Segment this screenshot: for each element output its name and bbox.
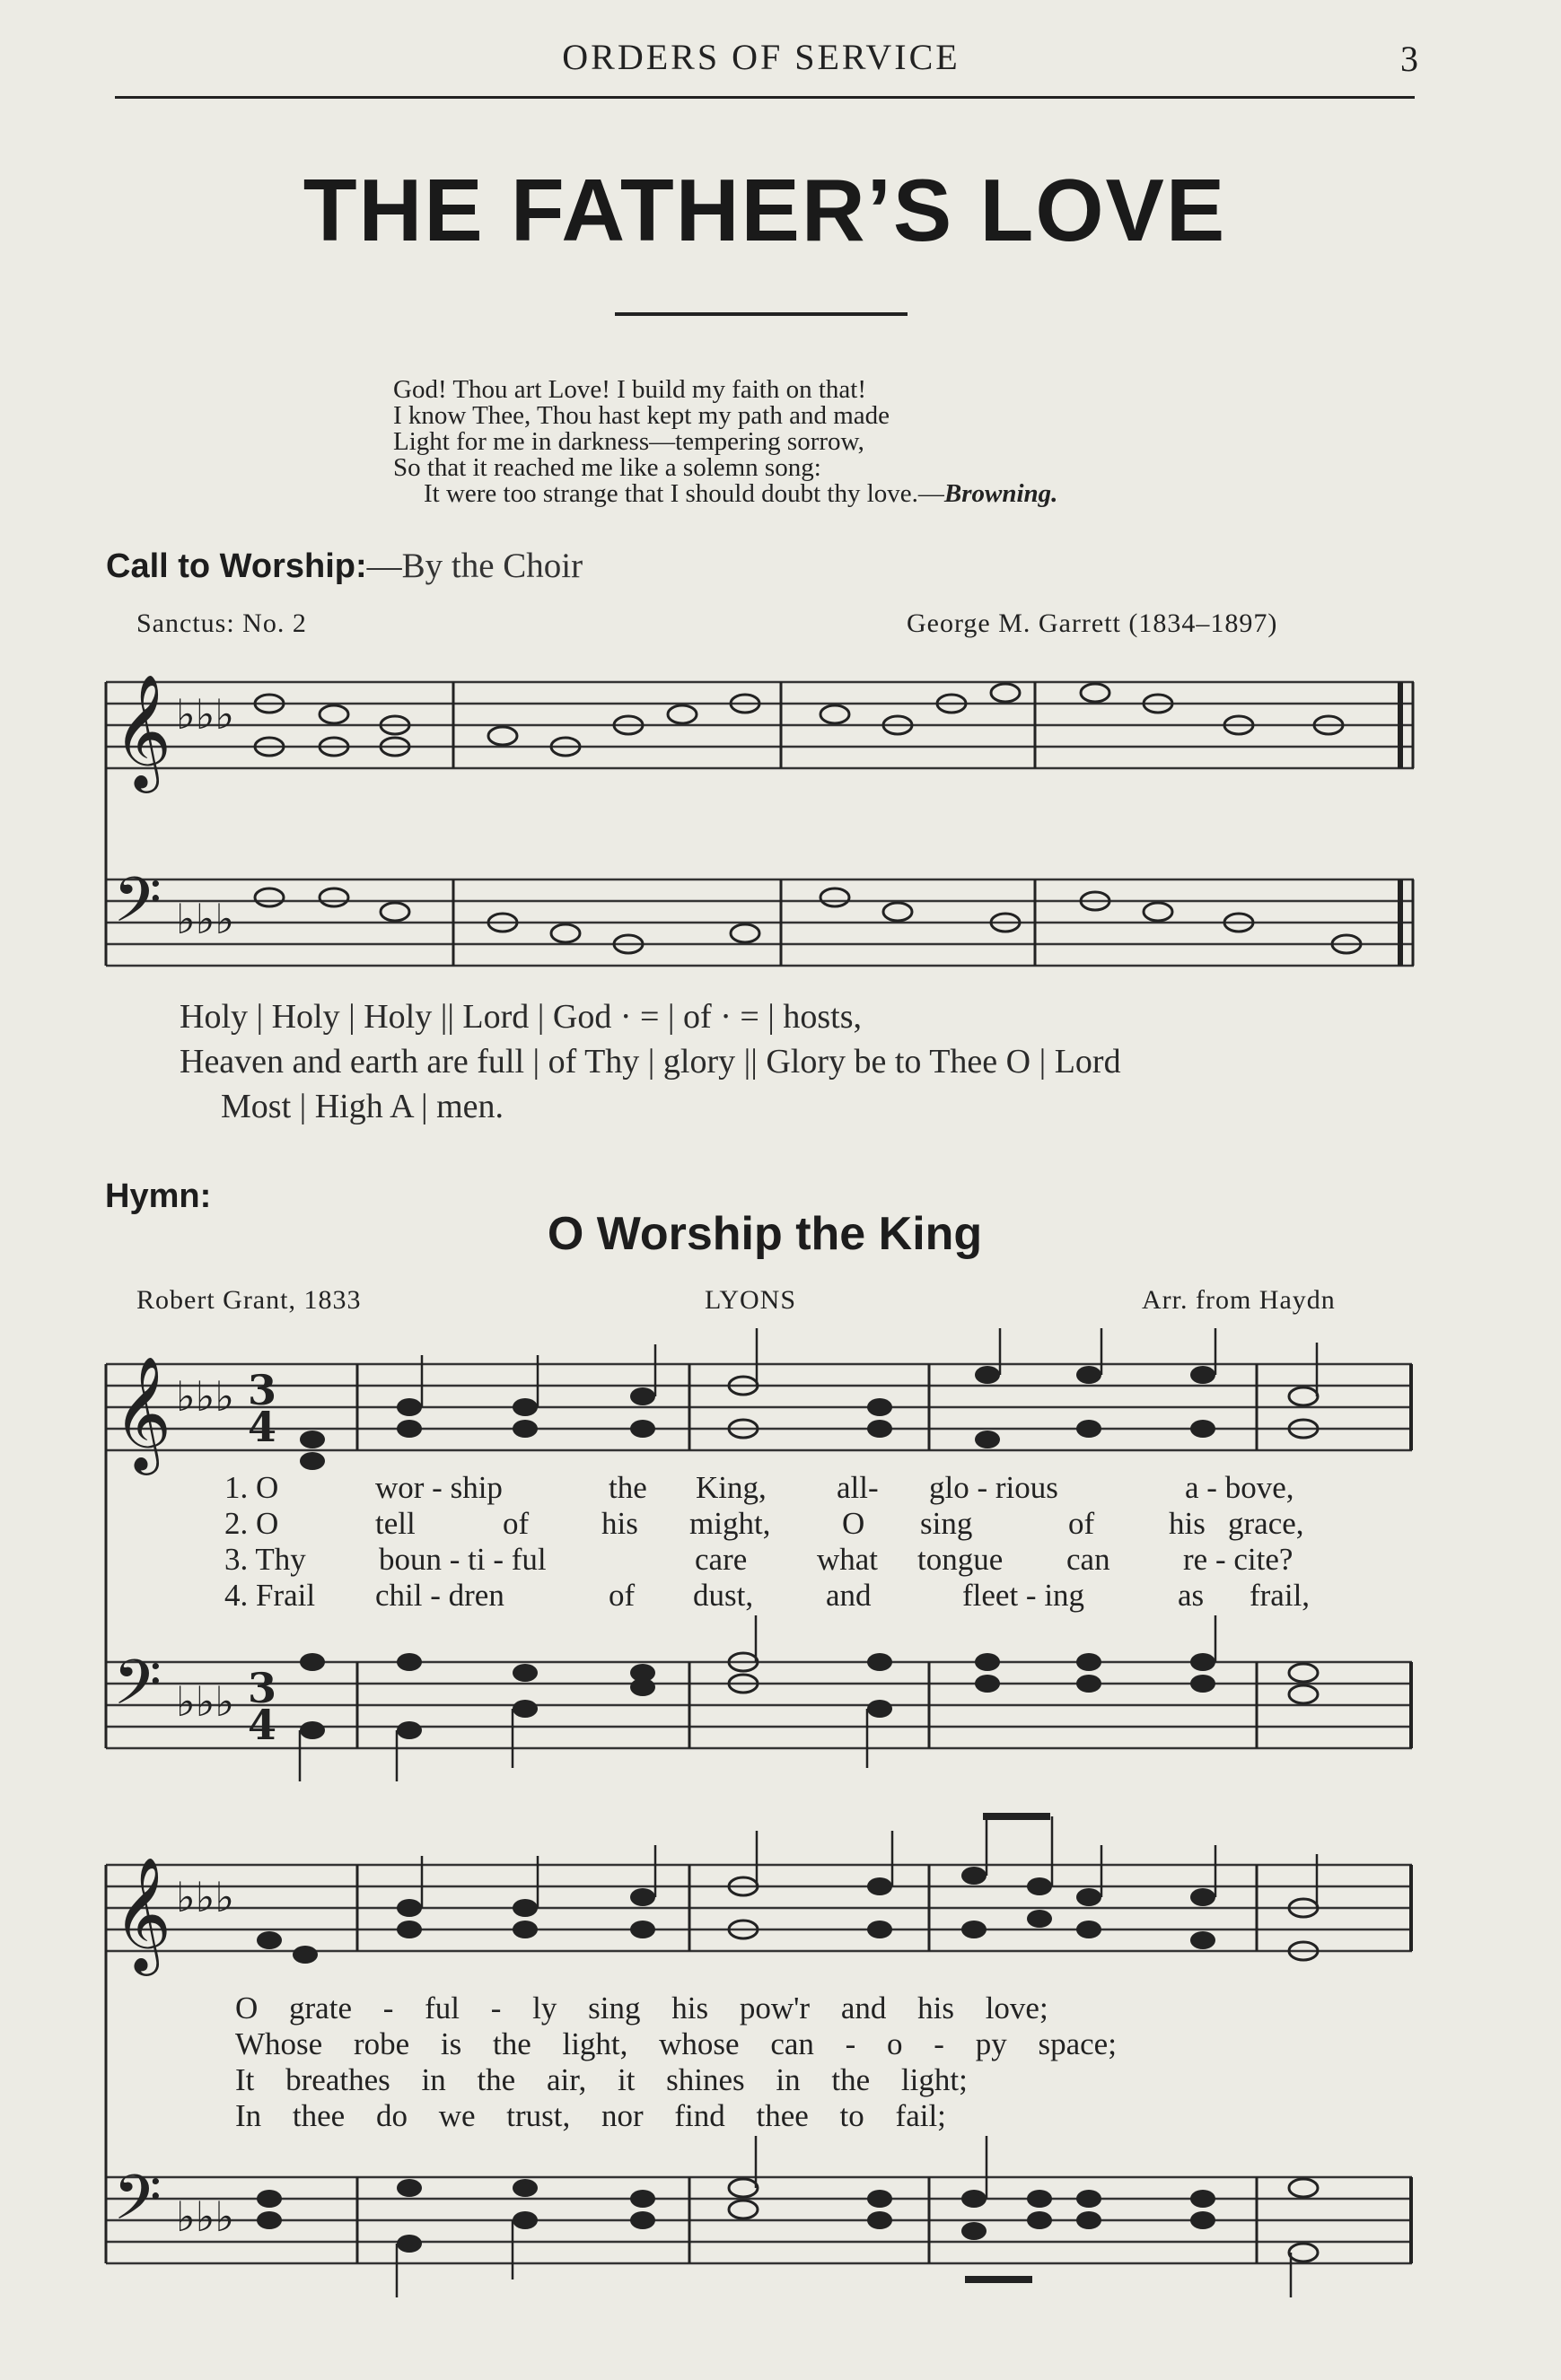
key-signature-flats-icon: ♭♭♭ (176, 1372, 235, 1421)
lyric-word: grace, (1228, 1506, 1304, 1541)
lyric-word: as (1178, 1578, 1205, 1613)
sanctus-bass-staff (106, 879, 1414, 966)
page-number: 3 (1400, 39, 1418, 79)
lyric-word: what (817, 1542, 879, 1577)
epigraph-line: God! Thou art Love! I build my faith on that! (393, 375, 866, 404)
hymn-bass-staff (106, 1662, 1412, 1748)
epigraph-line: So that it reached me like a solemn song: (393, 453, 821, 482)
lyric-word: 1. (224, 1470, 249, 1505)
lyrics-line-4: In thee do we trust, nor find thee to fail; (235, 2098, 946, 2133)
treble-clef-icon: 𝄞 (113, 1856, 172, 1971)
lyrics-stanza-2 (224, 1506, 1304, 1542)
chant-line: Heaven and earth are full | of Thy | glory || Glory be to Thee O | Lord (180, 1043, 1121, 1081)
hymn-arranger: Arr. from Haydn (1142, 1285, 1336, 1315)
key-signature-flats-icon: ♭♭♭ (176, 1873, 235, 1921)
lyric-word: chil - dren (375, 1578, 504, 1613)
lyric-word: Thy (255, 1542, 306, 1577)
key-signature-flats-icon: ♭♭♭ (176, 690, 235, 739)
lyric-word: the (609, 1470, 647, 1505)
time-signature-bottom: 4 (248, 1701, 277, 1749)
lyrics-line-2: Whose robe is the light, whose can - o - py space; (235, 2026, 1117, 2061)
bass-clef-icon: 𝄢 (113, 1646, 162, 1734)
lyric-word: of (503, 1506, 530, 1541)
call-to-worship-detail: —By the Choir (366, 547, 583, 585)
lyric-word: his (601, 1506, 638, 1541)
lyric-word: O (842, 1506, 865, 1541)
lyric-word: and (826, 1578, 872, 1613)
lyric-word: 3. (224, 1542, 249, 1577)
lyric-word: 2. (224, 1506, 249, 1541)
lyric-word: O (256, 1506, 279, 1541)
lyric-word: fleet - ing (962, 1578, 1085, 1613)
treble-clef-icon: 𝄞 (113, 1355, 172, 1470)
page-title: THE FATHER’S LOVE (303, 161, 1227, 259)
lyric-word: boun - ti - ful (379, 1542, 547, 1577)
hymn-title: O Worship the King (547, 1208, 983, 1260)
lyric-word: frail, (1250, 1578, 1311, 1613)
lyric-word: wor - ship (375, 1470, 503, 1505)
lyric-word: tongue (917, 1542, 1004, 1577)
key-signature-flats-icon: ♭♭♭ (176, 1677, 235, 1726)
time-signature-bottom: 4 (248, 1403, 277, 1451)
lyrics-stanza-4 (224, 1578, 1311, 1614)
treble-clef-icon: 𝄞 (113, 673, 172, 788)
lyrics-stanza-1 (224, 1470, 1294, 1506)
chant-line: Most | High A | men. (221, 1088, 504, 1125)
lyric-word: Frail (256, 1578, 316, 1613)
lyrics-line-1: O grate - ful - ly sing his pow'r and his love; (235, 1991, 1048, 2026)
hymn-author: Robert Grant, 1833 (136, 1285, 362, 1315)
lyrics-stanza-3 (224, 1542, 1294, 1578)
time-signature-top: 3 (248, 1366, 277, 1414)
key-signature-flats-icon: ♭♭♭ (176, 895, 235, 943)
sanctus-treble-staff (106, 682, 1414, 768)
lyric-word: dust, (693, 1578, 754, 1613)
lyric-word: of (609, 1578, 636, 1613)
lyric-word: can (1066, 1542, 1110, 1577)
epigraph-attribution: Browning. (943, 479, 1058, 508)
chant-line: Holy | Holy | Holy || Lord | God · = | of · = | hosts, (180, 998, 863, 1036)
epigraph-line: It were too strange that I should doubt thy love.— (424, 479, 944, 508)
lyric-word: sing (920, 1506, 973, 1541)
sanctus-chant-text (180, 994, 1121, 1129)
lyric-word: his (1169, 1506, 1206, 1541)
epigraph-line: Light for me in darkness—tempering sorrow, (393, 427, 864, 456)
lyric-word: re - cite? (1183, 1542, 1294, 1577)
hymn-bass-staff-2 (106, 2177, 1412, 2263)
hymn-label: Hymn: (105, 1177, 212, 1215)
bass-clef-icon: 𝄢 (113, 2161, 162, 2249)
epigraph-line: I know Thee, Thou hast kept my path and made (393, 401, 890, 430)
bass-clef-icon: 𝄢 (113, 863, 162, 951)
lyric-word: might, (689, 1506, 771, 1541)
hymn-tune: LYONS (705, 1285, 797, 1315)
lyric-word: all- (837, 1470, 879, 1505)
lyric-word: tell (375, 1506, 416, 1541)
lyric-word: O (256, 1470, 279, 1505)
lyric-word: of (1068, 1506, 1095, 1541)
sanctus-composer: George M. Garrett (1834–1897) (907, 608, 1278, 638)
call-to-worship-label: Call to Worship: (106, 547, 367, 585)
lyric-word: 4. (224, 1578, 249, 1613)
lyric-word: glo - rious (929, 1470, 1058, 1505)
time-signature-top: 3 (248, 1664, 277, 1712)
running-title: ORDERS OF SERVICE (562, 37, 960, 77)
lyric-word: a - bove, (1185, 1470, 1294, 1505)
key-signature-flats-icon: ♭♭♭ (176, 2192, 235, 2241)
lyric-word: care (695, 1542, 748, 1577)
lyrics-line-3: It breathes in the air, it shines in the light; (235, 2062, 968, 2097)
sanctus-label: Sanctus: No. 2 (136, 608, 307, 638)
lyric-word: King, (696, 1470, 767, 1505)
